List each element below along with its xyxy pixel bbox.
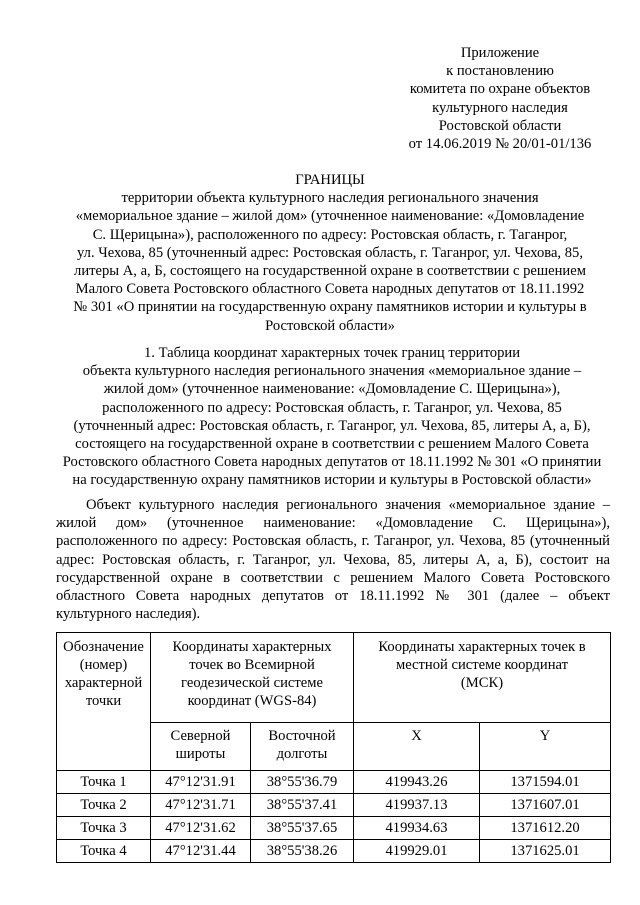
section-line: объекта культурного наследия регионального значения «мемориальное здание – [82,363,582,380]
section-line: состоящего на государственной охране в соответствии с решением Малого Совета [75,436,589,453]
table-row [57,794,611,817]
cell-longitude: 38°55'36.79 [251,771,354,794]
cell-latitude: 47°12'31.91 [151,771,251,794]
section-heading [48,344,616,490]
header-text: Координаты характерных точек в [378,639,586,655]
header-east-longitude [251,723,354,771]
cell-y: 1371612.20 [480,817,611,840]
header-text: (МСК) [460,675,504,691]
header-north-latitude [151,723,251,771]
cell-latitude: 47°12'31.44 [151,840,251,863]
coordinates-table [56,632,611,863]
appendix-line: культурного наследия [432,99,568,116]
cell-point: Точка 4 [57,840,151,863]
header-text: координат (WGS-84) [187,693,317,709]
body-paragraph [56,496,610,623]
table-row [57,840,611,863]
cell-longitude: 38°55'37.41 [251,794,354,817]
header-msk [354,633,611,723]
cell-point: Точка 3 [57,817,151,840]
cell-longitude: 38°55'37.65 [251,817,354,840]
cell-longitude: 38°55'38.26 [251,840,354,863]
section-line: расположенного по адресу: Ростовская область, г. Таганрог, ул. Чехова, 85 [102,399,562,416]
header-text: Координаты характерных [172,639,332,655]
paragraph-line: культурного наследия). [56,606,201,623]
title-line: Малого Совета Ростовского областного Совета народных депутатов от 18.11.1992 [75,281,585,298]
paragraph-line: расположенного по адресу: Ростовская область, г. Таганрог, ул. Чехова, 85 (уточненный [56,533,610,550]
cell-x: 419934.63 [354,817,480,840]
section-line: (уточненный адрес: Ростовская область, г. Таганрог, ул. Чехова, 85, литеры А, а, Б), [73,417,591,434]
section-line: на государственную охрану памятников истории и культуры в Ростовской области» [72,472,592,489]
header-text: точек во Всемирной [189,657,315,673]
header-text: точки [85,693,122,709]
appendix-line: комитета по охране объектов [409,81,591,98]
header-x: X [354,723,480,771]
header-y: Y [480,723,611,771]
cell-latitude: 47°12'31.71 [151,794,251,817]
cell-y: 1371594.01 [480,771,611,794]
table-row [57,817,611,840]
title-heading: ГРАНИЦЫ [295,172,365,188]
section-line: жилой дом» (уточненное наименование: «Домовладение С. Щерицына»), [103,381,561,398]
table-row [57,771,611,794]
cell-x: 419943.26 [354,771,480,794]
title-line: ул. Чехова, 85 (уточненный адрес: Ростовская область, г. Таганрог, ул. Чехова, 85, [77,244,583,261]
paragraph-line: государственной охране в соответствии с решением Малого Совета Ростовского [56,569,610,586]
paragraph-line: жилой дом» (уточненное наименование: «Домовладение С. Щерицына»), [56,515,610,532]
cell-latitude: 47°12'31.62 [151,817,251,840]
cell-point: Точка 1 [57,771,151,794]
cell-x: 419937.13 [354,794,480,817]
paragraph-line: областного Совета народных депутатов от 18.11.1992 № 301 (далее – объект [56,588,610,605]
table-header-row [57,633,611,723]
appendix-line: от 14.06.2019 № 20/01-01/136 [408,136,592,153]
header-point-designation [57,633,151,771]
appendix-header [372,44,628,153]
cell-point: Точка 2 [57,794,151,817]
cell-y: 1371625.01 [480,840,611,863]
title-line: С. Щерицына»), расположенного по адресу: Ростовская область, г. Таганрог, [92,226,568,243]
section-line: Ростовского областного Совета народных депутатов от 18.11.1992 № 301 «О принятии [62,454,602,471]
header-text: Восточной [268,728,336,744]
appendix-line: к постановлению [446,63,554,80]
header-wgs84 [151,633,354,723]
title-line: литеры А, а, Б, состоящего на государственной охране в соответствии с решением [74,263,586,280]
title-line: территории объекта культурного наследия регионального значения [121,190,539,207]
header-text: Обозначение [63,639,144,655]
document-title [50,171,610,335]
title-line: № 301 «О принятии на государственную охрану памятников истории и культуры в [73,299,587,316]
header-text: характерной [64,675,143,691]
paragraph-line: Объект культурного наследия регионального значения «мемориальное здание – [86,497,610,513]
header-text: местной системе координат [395,657,569,673]
cell-y: 1371607.01 [480,794,611,817]
appendix-line: Ростовской области [438,117,562,134]
paragraph-line: адрес: Ростовская область, г. Таганрог, ул. Чехова, 85, литеры А, а, Б), состоит на [56,551,610,568]
title-line: Ростовской области» [265,317,395,334]
title-line: «мемориальное здание – жилой дом» (уточненное наименование: «Домовладение [75,208,585,225]
header-text: (номер) [79,657,128,673]
header-text: долготы [276,746,328,762]
section-line: 1. Таблица координат характерных точек границ территории [143,345,521,361]
appendix-line: Приложение [460,45,540,61]
header-text: широты [175,746,226,762]
header-text: геодезической системе [181,675,323,691]
header-text: Северной [170,728,231,744]
cell-x: 419929.01 [354,840,480,863]
